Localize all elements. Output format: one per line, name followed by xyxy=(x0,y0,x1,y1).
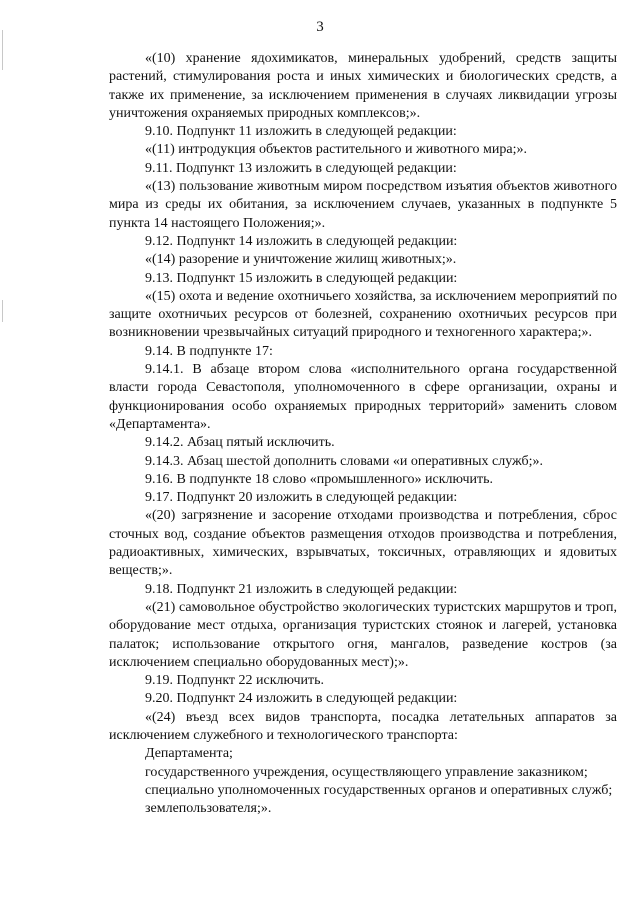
paragraph-item-24: «(24) въезд всех видов транспорта, посадка летательных аппаратов за исключением служебного и технологического транспорта: xyxy=(109,709,617,743)
paragraph-amend-9-10: 9.10. Подпункт 11 изложить в следующей редакции: xyxy=(145,124,457,140)
left-margin-scan-mark xyxy=(2,30,3,70)
paragraph-amend-9-18: 9.18. Подпункт 21 изложить в следующей редакции: xyxy=(145,581,458,597)
paragraph-amend-9-20: 9.20. Подпункт 24 изложить в следующей редакции: xyxy=(145,691,458,707)
paragraph-item-20: «(20) загрязнение и засорение отходами производства и потребления, сброс сточных вод, создание объектов размещения отходов производства и потребления, радиоактивных, химических, взрывчатых, токсичных, отравляющих и ядовитых веществ;». xyxy=(109,508,617,579)
paragraph-item-24-authorized-bodies: специально уполномоченных государственных органов и оперативных служб; xyxy=(145,782,613,798)
paragraph-amend-9-11: 9.11. Подпункт 13 изложить в следующей редакции: xyxy=(145,160,457,176)
paragraph-amend-9-16: 9.16. В подпункте 18 слово «промышленного» исключить. xyxy=(145,471,494,487)
left-margin-scan-mark xyxy=(2,300,3,322)
paragraph-item-11: «(11) интродукция объектов растительного и животного мира;». xyxy=(145,142,527,158)
paragraph-amend-9-12: 9.12. Подпункт 14 изложить в следующей редакции: xyxy=(145,233,458,249)
paragraph-item-21: «(21) самовольное обустройство экологических туристских маршрутов и троп, оборудование мест отдыха, организация туристских стоянок и лагерей, установка палаток; использование открытого огня, мангалов, разведение костров (за исключением специально оборудованных мест);». xyxy=(109,599,617,670)
paragraph-item-24-land-user: землепользователя;». xyxy=(145,801,272,817)
page-number: 3 xyxy=(316,19,324,35)
paragraph-amend-9-13: 9.13. Подпункт 15 изложить в следующей редакции: xyxy=(145,270,458,286)
paragraph-amend-9-19: 9.19. Подпункт 22 исключить. xyxy=(145,673,325,689)
paragraph-item-24-department: Департамента; xyxy=(145,746,233,762)
paragraph-item-14: «(14) разорение и уничтожение жилищ животных;». xyxy=(145,252,457,268)
paragraph-amend-9-14-3: 9.14.3. Абзац шестой дополнить словами «и оперативных служб;». xyxy=(145,453,544,469)
paragraph-amend-9-17: 9.17. Подпункт 20 изложить в следующей редакции: xyxy=(145,490,458,506)
paragraph-item-15: «(15) охота и ведение охотничьего хозяйства, за исключением мероприятий по защите охотничьих ресурсов от болезней, сохранению охотничьих ресурсов при возникновении чрезвычайных ситуаций природного и техногенного характера;». xyxy=(109,288,617,341)
paragraph-amend-9-14-1: 9.14.1. В абзаце втором слова «исполнительного органа государственной власти города Севастополя, уполномоченного в сфере организации, охраны и функционирования особо охраняемых природных территорий» заменить словом «Департамента». xyxy=(109,362,617,432)
paragraph-amend-9-14-2: 9.14.2. Абзац пятый исключить. xyxy=(145,435,335,451)
paragraph-item-24-state-institution: государственного учреждения, осуществляющего управление заказником; xyxy=(145,764,588,780)
paragraph-item-10: «(10) хранение ядохимикатов, минеральных удобрений, средств защиты растений, стимулирования роста и иных химических и биологических средств, а также их применение, за исключением применения в случаях ликвидации угрозы уничтожения охраняемых природных комплексов;». xyxy=(109,51,617,121)
document-body xyxy=(109,50,617,818)
paragraph-item-13: «(13) пользование животным миром посредством изъятия объектов животного мира из среды их обитания, за исключением случаев, указанных в подпункте 5 пункта 14 настоящего Положения;». xyxy=(109,179,617,231)
paragraph-amend-9-14: 9.14. В подпункте 17: xyxy=(145,343,273,359)
